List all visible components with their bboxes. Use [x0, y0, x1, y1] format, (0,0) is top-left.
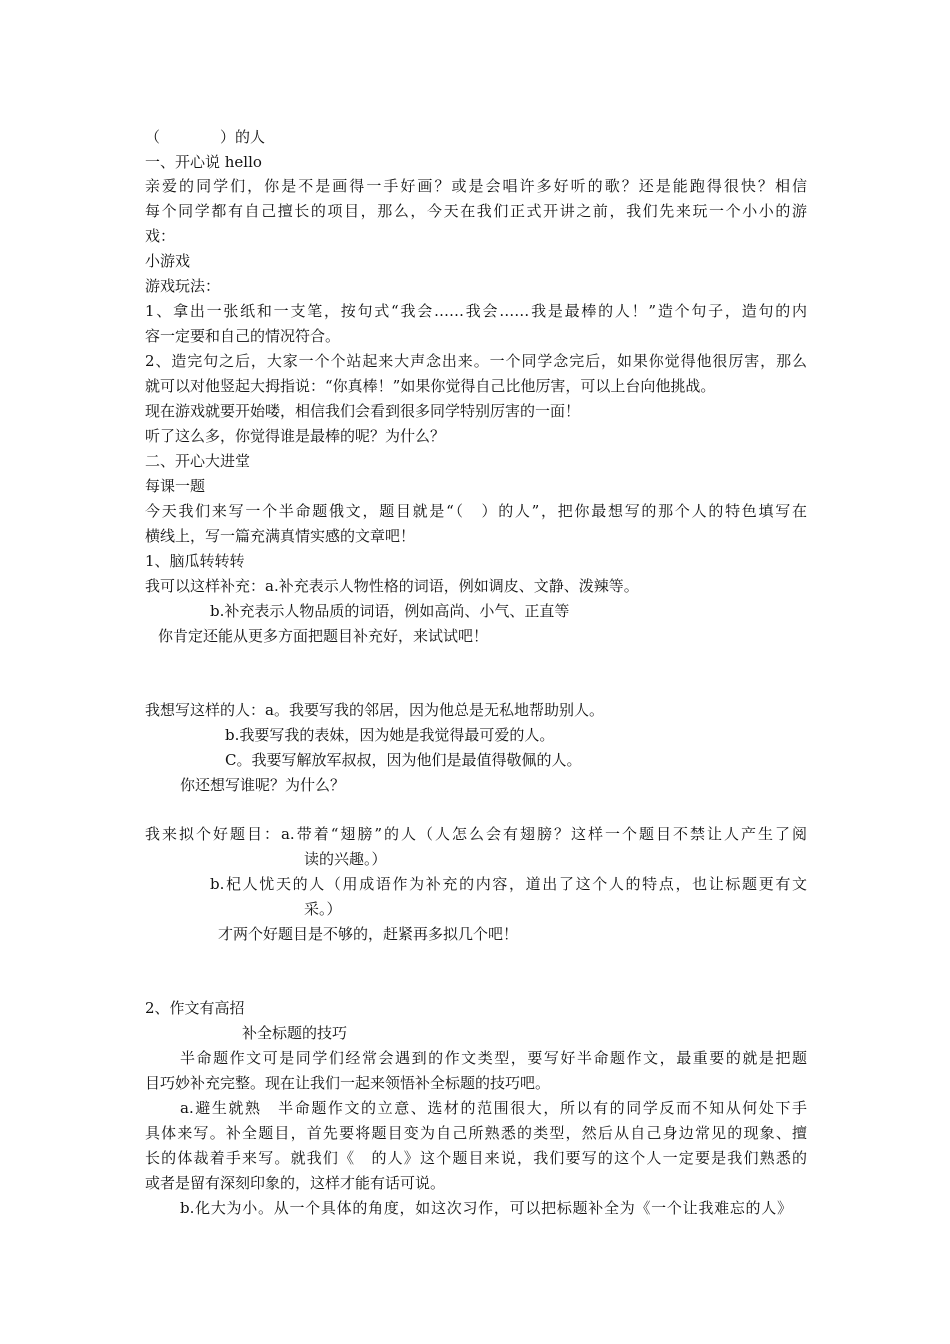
paragraph-line: 每个同学都有自己擅长的项目，那么，今天在我们正式开讲之前，我们先来玩一个小小的游: [145, 202, 807, 220]
paragraph-line: 目巧妙补充完整。现在让我们一起来领悟补全标题的技巧吧。: [145, 1074, 551, 1092]
sub-heading: 补全标题的技巧: [242, 1024, 348, 1042]
paragraph-line: 1、拿出一张纸和一支笔，按句式“我会……我会……我是最棒的人！”造个句子，造句的内: [145, 302, 807, 320]
sub-heading: 小游戏: [145, 252, 191, 270]
sub-heading: 每课一题: [145, 477, 206, 495]
sub-heading: 2、作文有高招: [145, 999, 245, 1017]
paragraph-line: b.我要写我的表妹，因为她是我觉得最可爱的人。: [225, 726, 555, 744]
paragraph-line: 横线上，写一篇充满真情实感的文章吧！: [145, 527, 416, 545]
paragraph-line: C。我要写解放军叔叔，因为他们是最值得敬佩的人。: [225, 751, 582, 769]
paragraph-line: 你肯定还能从更多方面把题目补充好，来试试吧！: [158, 627, 489, 645]
paragraph-line: b.补充表示人物品质的词语，例如高尚、小气、正直等: [210, 602, 570, 620]
sub-heading: 1、脑瓜转转转: [145, 552, 245, 570]
paragraph-line: b.化大为小。从一个具体的角度，如这次习作，可以把标题补全为《一个让我难忘的人》: [180, 1199, 792, 1217]
paragraph-line: 我想写这样的人：a。我要写我的邻居，因为他总是无私地帮助别人。: [145, 701, 604, 719]
paragraph-line: 2、造完句之后，大家一个个站起来大声念出来。一个同学念完后，如果你觉得他很厉害，那么: [145, 352, 807, 370]
paragraph-line: 听了这么多，你觉得谁是最棒的呢？为什么？: [145, 427, 446, 445]
paragraph-line: 你还想写谁呢？为什么？: [180, 776, 346, 794]
paragraph-line: 今天我们来写一个半命题俄文，题目就是“（ ）的人”，把你最想写的那个人的特色填写在: [145, 502, 807, 520]
paragraph-line: 容一定要和自己的情况符合。: [145, 327, 341, 345]
paragraph-line: 具体来写。补全题目，首先要将题目变为自己所熟悉的类型，然后从自己身边常见的现象、擅: [145, 1124, 807, 1142]
paragraph-line: 我来拟个好题目：a.带着“翅膀”的人（人怎么会有翅膀？这样一个题目不禁让人产生了阅: [145, 825, 807, 843]
paragraph-line: 读的兴趣。）: [304, 850, 387, 868]
section-heading: 一、开心说 hello: [145, 153, 262, 171]
paragraph-line: 现在游戏就要开始喽，相信我们会看到很多同学特别厉害的一面！: [145, 402, 581, 420]
paragraph-line: 就可以对他竖起大拇指说：“你真棒！”如果你觉得自己比他厉害，可以上台向他挑战。: [145, 377, 716, 395]
paragraph-line: 才两个好题目是不够的，赶紧再多拟几个吧！: [218, 925, 519, 943]
paragraph-line: 长的体裁着手来写。就我们《 的人》这个题目来说，我们要写的这个人一定要是我们熟悉的: [145, 1149, 807, 1167]
paragraph-line: 戏：: [145, 227, 176, 245]
paragraph-line: 或者是留有深刻印象的，这样才能有话可说。: [145, 1174, 446, 1192]
sub-heading: 游戏玩法：: [145, 277, 221, 295]
paragraph-line: 亲爱的同学们，你是不是画得一手好画？或是会唱许多好听的歌？还是能跑得很快？相信: [145, 177, 807, 195]
paragraph-line: 我可以这样补充：a.补充表示人物性格的词语，例如调皮、文静、泼辣等。: [145, 577, 639, 595]
paragraph-line: b.杞人忧天的人（用成语作为补充的内容，道出了这个人的特点，也让标题更有文: [210, 875, 807, 893]
section-heading: 二、开心大进堂: [145, 452, 251, 470]
paragraph-line: 采。）: [304, 900, 342, 918]
paragraph-line: 半命题作文可是同学们经常会遇到的作文类型，要写好半命题作文，最重要的就是把题: [180, 1049, 807, 1067]
paragraph-line: a.避生就熟 半命题作文的立意、选材的范围很大，所以有的同学反而不知从何处下手: [180, 1099, 807, 1117]
doc-title: （ ）的人: [145, 128, 266, 146]
